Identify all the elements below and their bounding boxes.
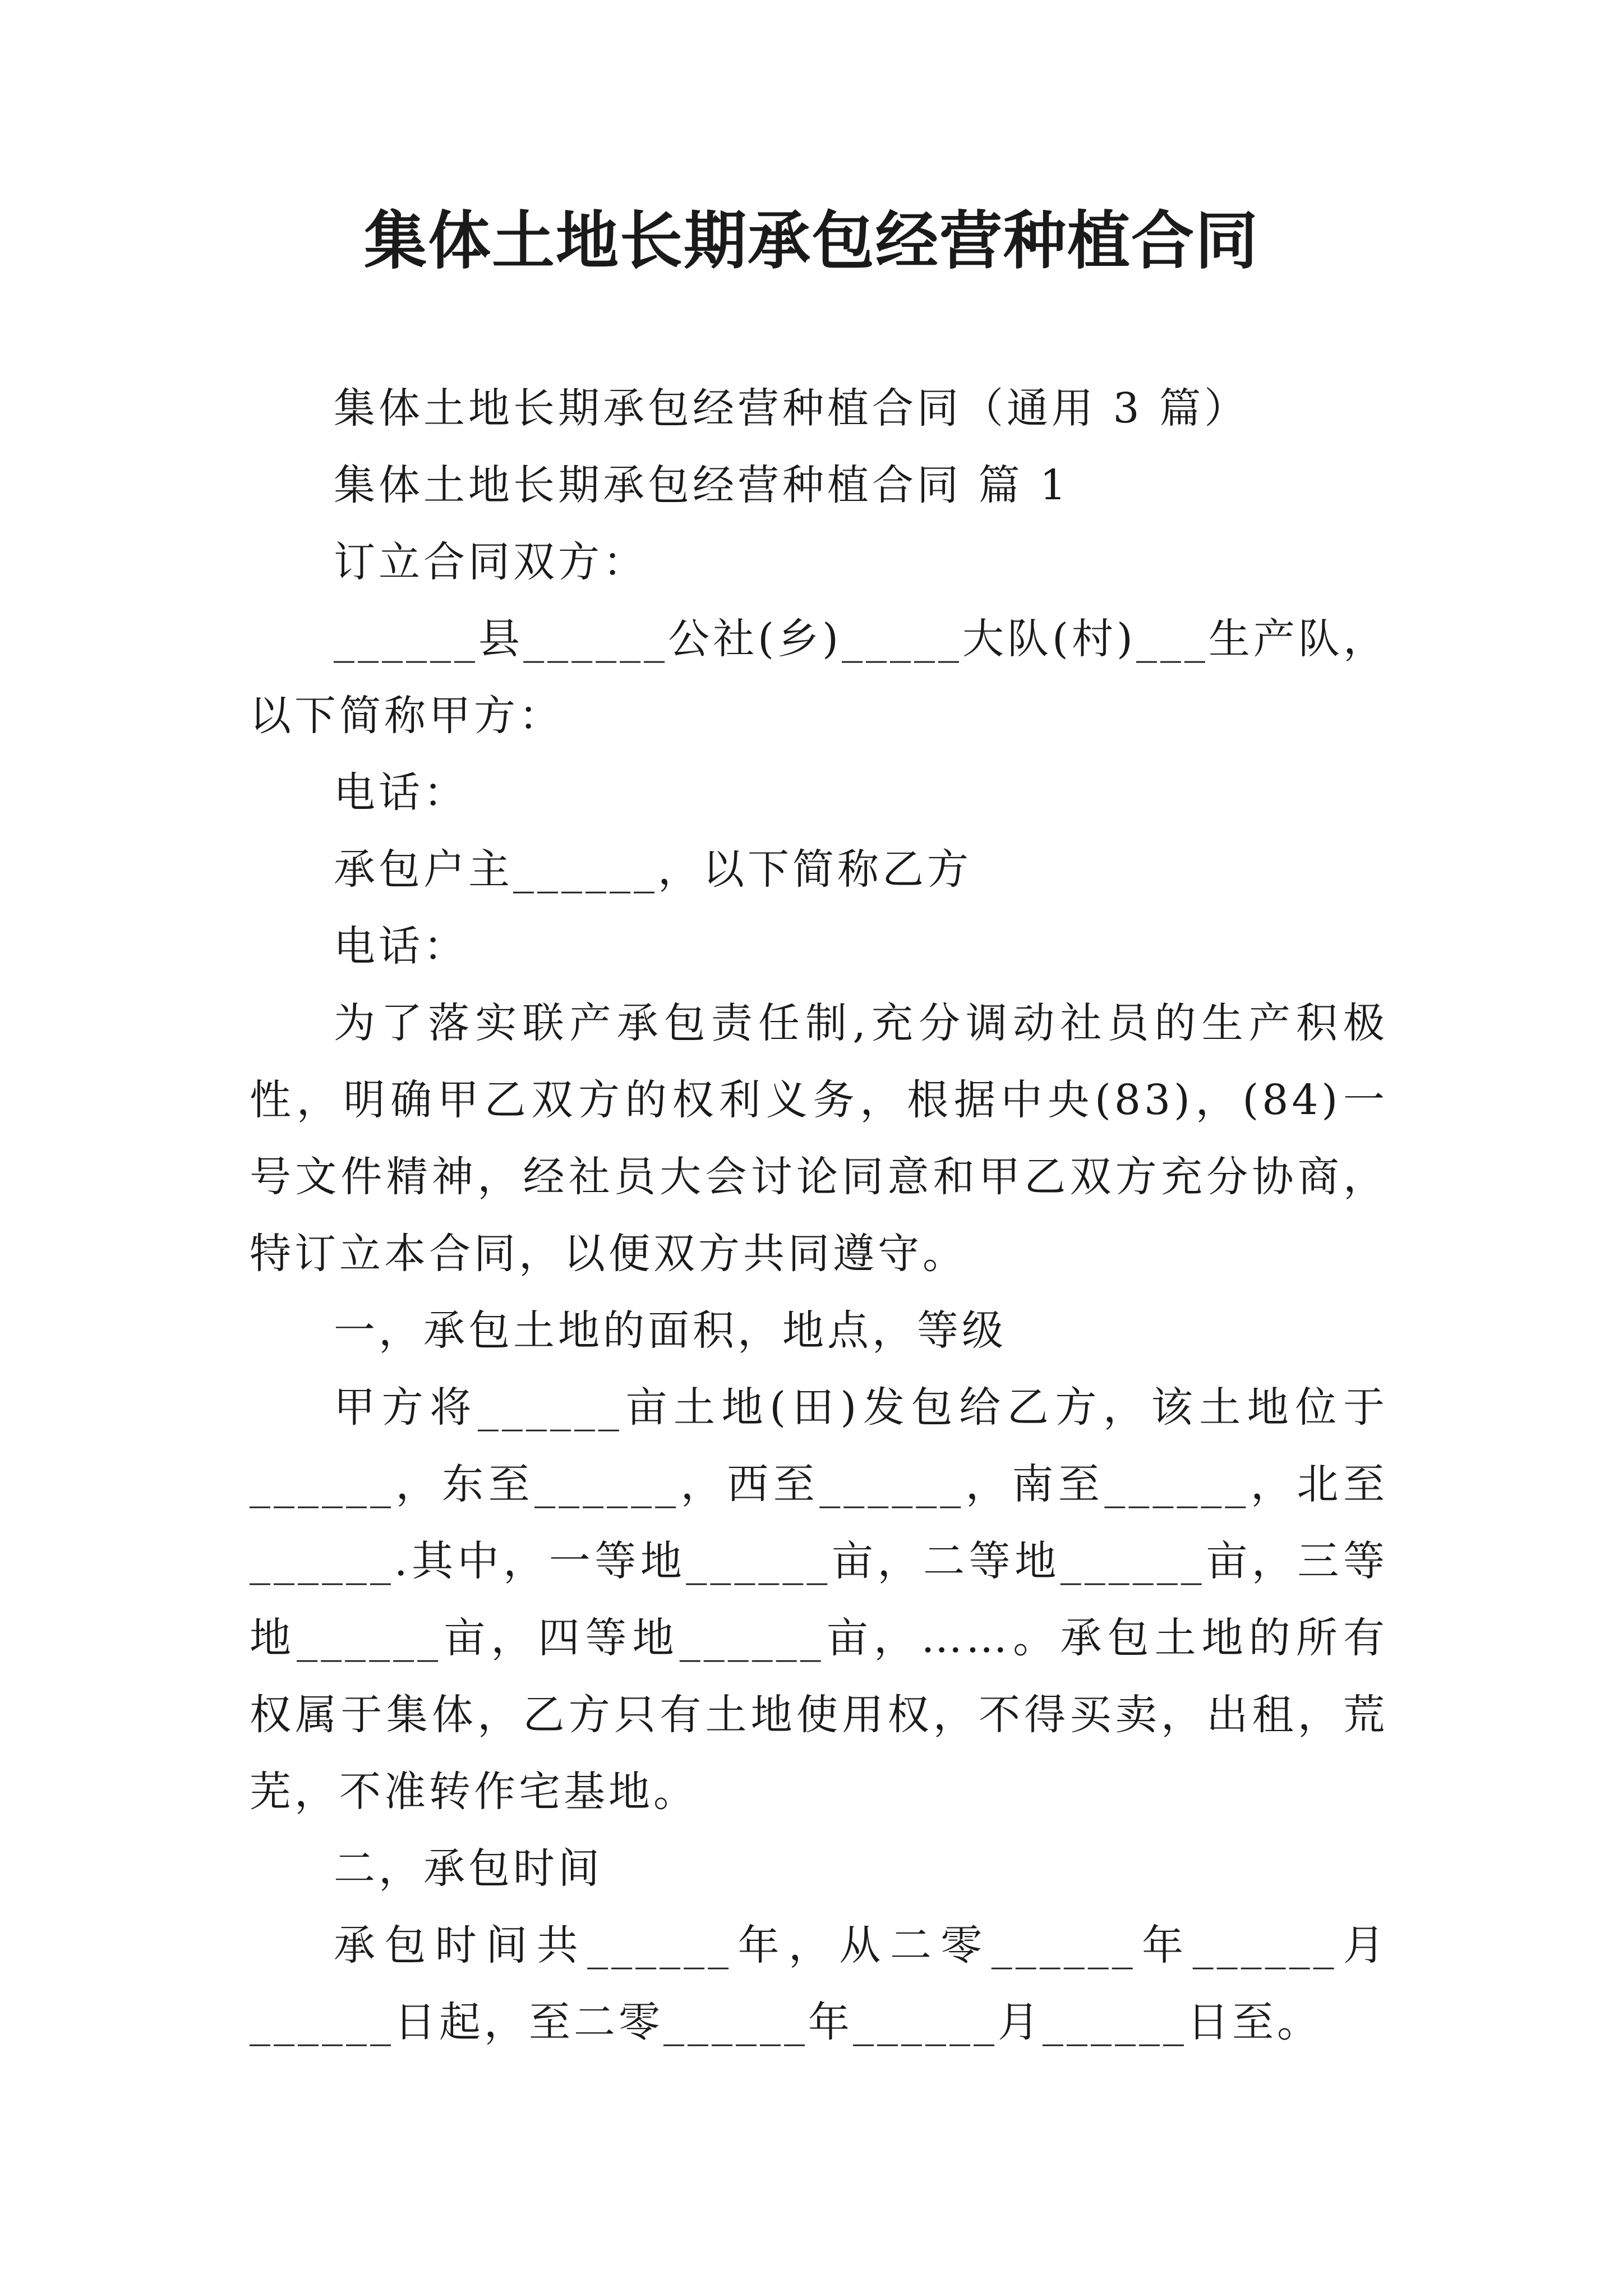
party-a-paragraph: ______县______公社(乡)_____大队(村)___生产队，以下简称甲方： <box>250 615 1388 740</box>
section-heading-paragraph: 集体土地长期承包经营种植合同 篇 1 <box>334 461 1070 509</box>
subtitle-paragraph: 集体土地长期承包经营种植合同（通用 3 篇） <box>334 384 1249 432</box>
clause-1-heading: 一，承包土地的面积，地点，等级 <box>334 1306 1007 1355</box>
clause-2-heading: 二，承包时间 <box>334 1844 603 1893</box>
document-title: 集体土地长期承包经营种植合同 <box>364 205 1259 278</box>
preamble-paragraph: 为了落实联产承包责任制,充分调动社员的生产积极性，明确甲乙双方的权利义务，根据中央(83)，(84)一号文件精神，经社员大会讨论同意和甲乙双方充分协商，特订立本合同，以便双方共同遵守。 <box>250 999 1388 1278</box>
clause-1-body: 甲方将______亩土地(田)发包给乙方，该土地位于______，东至______，西至______，南至______，北至______.其中，一等地______亩，二等地______亩，三等地______亩，四等地______亩，……。承包土地的所有权属于集体，乙方只有土地使用权，不得买卖，出租，荒芜，不准转作宅基地。 <box>250 1383 1388 1816</box>
document-body <box>250 370 1388 2061</box>
party-a-phone-paragraph: 电话： <box>334 769 468 817</box>
clause-2-body: 承包时间共______年，从二零______年______月______日起，至二零______年______月______日至。 <box>250 1921 1388 2046</box>
parties-heading-paragraph: 订立合同双方： <box>334 538 648 586</box>
party-b-phone-paragraph: 电话： <box>334 922 468 970</box>
party-b-paragraph: 承包户主______，以下简称乙方 <box>334 845 972 894</box>
